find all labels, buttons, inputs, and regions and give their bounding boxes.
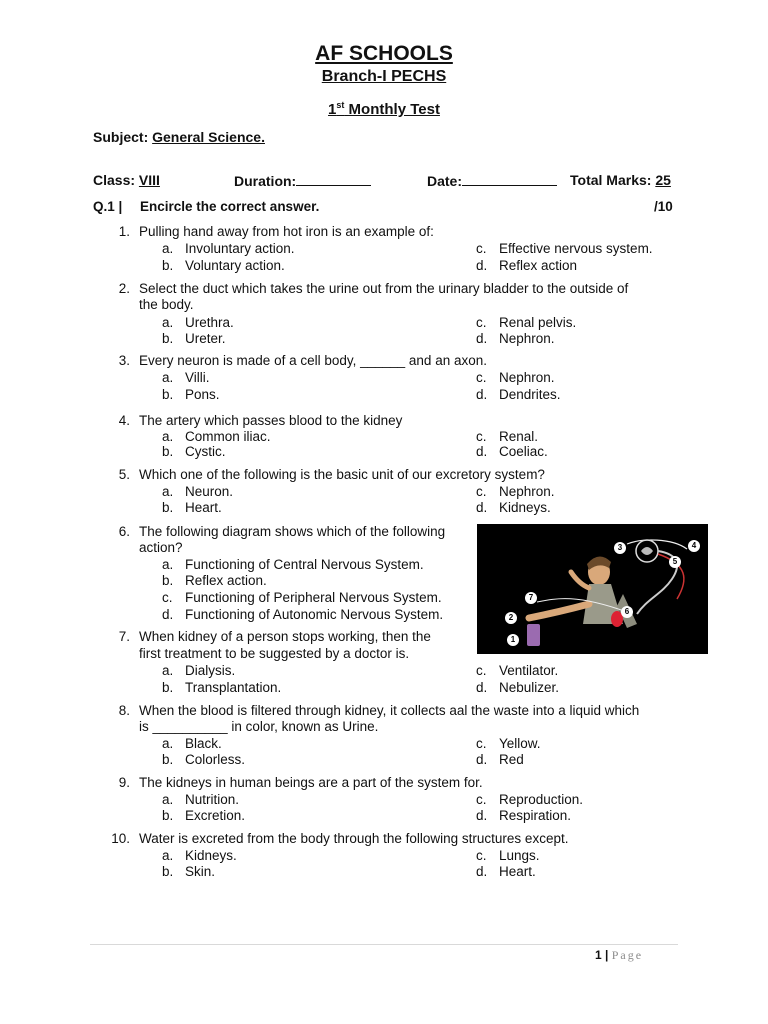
- page-number: 1: [595, 948, 602, 962]
- question-number: 2.: [118, 281, 130, 296]
- question-number: 6.: [118, 524, 130, 539]
- option-text: Reflex action: [499, 258, 578, 273]
- school-title: AF SCHOOLS: [315, 42, 453, 65]
- option-letter: c.: [476, 241, 487, 256]
- option-text: Pons.: [185, 387, 220, 402]
- option-letter: c.: [476, 848, 487, 863]
- test-ordinal-suffix: st: [336, 100, 345, 110]
- option-letter: c.: [476, 370, 487, 385]
- option-letter: a.: [162, 792, 174, 807]
- answer-option[interactable]: [476, 331, 555, 348]
- answer-option[interactable]: [476, 315, 576, 332]
- option-text: Dendrites.: [499, 387, 561, 402]
- answer-option[interactable]: [162, 864, 215, 881]
- option-text: Heart.: [185, 500, 222, 515]
- total-marks-label: Total Marks:: [570, 172, 652, 188]
- option-letter: a.: [162, 848, 174, 863]
- answer-option[interactable]: [162, 444, 226, 461]
- option-text: Nephron.: [499, 331, 555, 346]
- answer-option[interactable]: [476, 387, 561, 404]
- option-text: Colorless.: [185, 752, 246, 767]
- section-instruction: Encircle the correct answer.: [140, 199, 320, 214]
- answer-option[interactable]: [476, 258, 577, 275]
- section-marks: /10: [654, 199, 673, 214]
- question-text: The following diagram shows which of the following: [139, 524, 446, 539]
- option-letter: a.: [162, 663, 174, 678]
- class-value: VIII: [138, 172, 160, 188]
- class-field: [93, 172, 160, 188]
- option-text: Functioning of Peripheral Nervous System.: [185, 590, 442, 605]
- duration-field: [234, 172, 371, 189]
- option-letter: a.: [162, 429, 174, 444]
- option-text: Respiration.: [499, 808, 572, 823]
- answer-option[interactable]: [162, 752, 245, 769]
- option-text: Voluntary action.: [185, 258, 285, 273]
- option-letter: b.: [162, 752, 174, 767]
- question-number: 3.: [118, 353, 130, 368]
- question-number: 5.: [118, 467, 130, 482]
- question-number: 10.: [111, 831, 130, 846]
- duration-blank: [296, 172, 371, 186]
- option-text: Nutrition.: [185, 792, 240, 807]
- option-letter: a.: [162, 484, 174, 499]
- option-letter: c.: [476, 736, 487, 751]
- answer-option[interactable]: [476, 680, 559, 697]
- answer-option[interactable]: [162, 500, 222, 517]
- answer-option[interactable]: [476, 500, 551, 517]
- diagram-marker: 3: [614, 542, 626, 554]
- option-letter: b.: [162, 680, 174, 695]
- option-letter: a.: [162, 736, 174, 751]
- option-letter: a.: [162, 315, 174, 330]
- option-letter: d.: [162, 607, 174, 622]
- answer-option[interactable]: [476, 864, 536, 881]
- option-letter: c.: [476, 663, 487, 678]
- class-label: Class:: [93, 172, 136, 188]
- question-text: first treatment to be suggested by a doctor is.: [139, 646, 410, 661]
- answer-option[interactable]: [476, 241, 653, 258]
- option-letter: d.: [476, 680, 488, 695]
- question-number: 7.: [118, 629, 130, 644]
- option-letter: c.: [476, 792, 487, 807]
- option-letter: b.: [162, 808, 174, 823]
- duration-label: Duration:: [234, 173, 297, 189]
- option-letter: a.: [162, 557, 174, 572]
- subject-line: [93, 129, 265, 145]
- option-letter: b.: [162, 387, 174, 402]
- option-letter: d.: [476, 864, 488, 879]
- page-footer: [595, 948, 643, 963]
- option-text: Neuron.: [185, 484, 234, 499]
- answer-option[interactable]: [476, 736, 541, 753]
- test-title: [0, 100, 768, 118]
- option-letter: b.: [162, 500, 174, 515]
- option-text: Yellow.: [499, 736, 541, 751]
- answer-option[interactable]: [162, 590, 442, 607]
- option-letter: d.: [476, 500, 488, 515]
- footer-separator: |: [605, 948, 609, 962]
- option-text: Nebulizer.: [499, 680, 560, 695]
- answer-option[interactable]: [476, 808, 571, 825]
- answer-option[interactable]: [162, 557, 424, 574]
- answer-option[interactable]: [476, 444, 548, 461]
- question-text: the body.: [139, 297, 194, 312]
- total-marks-value: 25: [655, 172, 671, 188]
- answer-option[interactable]: [162, 315, 234, 332]
- question-number: 8.: [118, 703, 130, 718]
- option-text: Effective nervous system.: [499, 241, 653, 256]
- option-letter: c.: [476, 429, 487, 444]
- footer-divider: [90, 944, 678, 945]
- answer-option[interactable]: [162, 792, 239, 809]
- answer-option[interactable]: [162, 573, 267, 590]
- option-text: Nephron.: [499, 370, 555, 385]
- diagram-marker: 4: [688, 540, 700, 552]
- answer-option[interactable]: [162, 848, 237, 865]
- option-text: Villi.: [185, 370, 210, 385]
- answer-option[interactable]: [162, 258, 285, 275]
- total-marks-field: [570, 172, 671, 188]
- question-text: Pulling hand away from hot iron is an example of:: [139, 224, 434, 239]
- date-blank: [462, 172, 557, 186]
- option-text: Involuntary action.: [185, 241, 295, 256]
- option-text: Excretion.: [185, 808, 246, 823]
- answer-option[interactable]: [162, 387, 220, 404]
- question-text: action?: [139, 540, 183, 555]
- option-text: Ventilator.: [499, 663, 559, 678]
- option-text: Renal pelvis.: [499, 315, 577, 330]
- option-text: Kidneys.: [499, 500, 551, 515]
- option-letter: c.: [476, 484, 487, 499]
- option-text: Transplantation.: [185, 680, 282, 695]
- option-letter: d.: [476, 444, 488, 459]
- answer-option[interactable]: [476, 663, 558, 680]
- answer-option[interactable]: [162, 680, 281, 697]
- option-letter: c.: [162, 590, 173, 605]
- diagram-marker: 6: [621, 606, 633, 618]
- diagram-marker: 1: [507, 634, 519, 646]
- question-text: The kidneys in human beings are a part of the system for.: [139, 775, 483, 790]
- option-text: Lungs.: [499, 848, 540, 863]
- option-letter: b.: [162, 444, 174, 459]
- answer-option[interactable]: [162, 241, 295, 258]
- option-text: Heart.: [499, 864, 536, 879]
- option-letter: d.: [476, 752, 488, 767]
- option-text: Ureter.: [185, 331, 226, 346]
- answer-option[interactable]: [476, 792, 583, 809]
- branch-title: Branch-I PECHS: [321, 68, 447, 85]
- option-text: Nephron.: [499, 484, 555, 499]
- answer-option[interactable]: [476, 484, 555, 501]
- option-letter: b.: [162, 573, 174, 588]
- question-text: Water is excreted from the body through the following structures except.: [139, 831, 569, 846]
- option-letter: b.: [162, 864, 174, 879]
- question-number: 9.: [118, 775, 130, 790]
- option-text: Renal.: [499, 429, 539, 444]
- answer-option[interactable]: [162, 736, 222, 753]
- option-text: Cystic.: [185, 444, 226, 459]
- date-field: [427, 172, 557, 189]
- diagram-marker: 5: [669, 556, 681, 568]
- test-ordinal: 1: [328, 101, 337, 118]
- question-number: 1.: [118, 224, 130, 239]
- answer-option[interactable]: [162, 370, 210, 387]
- answer-option[interactable]: [162, 808, 245, 825]
- section-number: Q.1 |: [93, 199, 123, 214]
- option-text: Black.: [185, 736, 222, 751]
- question-text: is __________ in color, known as Urine.: [139, 719, 379, 734]
- option-letter: d.: [476, 331, 488, 346]
- subject-value: General Science.: [152, 129, 265, 145]
- option-text: Red: [499, 752, 524, 767]
- answer-option[interactable]: [162, 331, 226, 348]
- option-text: Coeliac.: [499, 444, 548, 459]
- option-letter: a.: [162, 241, 174, 256]
- question-text: When kidney of a person stops working, then the: [139, 629, 431, 644]
- answer-option[interactable]: [476, 848, 540, 865]
- option-text: Functioning of Autonomic Nervous System.: [185, 607, 444, 622]
- question-text: Select the duct which takes the urine out from the urinary bladder to the outside of: [139, 281, 629, 296]
- option-letter: a.: [162, 370, 174, 385]
- answer-option[interactable]: [162, 607, 443, 624]
- question-text: Which one of the following is the basic unit of our excretory system?: [139, 467, 545, 482]
- option-text: Skin.: [185, 864, 216, 879]
- reflex-action-diagram: [477, 524, 708, 654]
- page-word: Page: [611, 948, 644, 962]
- option-text: Common iliac.: [185, 429, 271, 444]
- answer-option[interactable]: [162, 484, 233, 501]
- option-text: Dialysis.: [185, 663, 236, 678]
- option-text: Functioning of Central Nervous System.: [185, 557, 424, 572]
- answer-option[interactable]: [162, 663, 235, 680]
- diagram-marker: 2: [505, 612, 517, 624]
- option-letter: b.: [162, 258, 174, 273]
- diagram-marker: 7: [525, 592, 537, 604]
- option-text: Reproduction.: [499, 792, 584, 807]
- question-text: The artery which passes blood to the kidney: [139, 413, 403, 428]
- answer-option[interactable]: [476, 752, 524, 769]
- question-text: When the blood is filtered through kidney, it collects aal the waste into a liquid which: [139, 703, 640, 718]
- option-text: Kidneys.: [185, 848, 237, 863]
- answer-option[interactable]: [476, 370, 555, 387]
- option-text: Reflex action.: [185, 573, 267, 588]
- option-letter: b.: [162, 331, 174, 346]
- date-label: Date:: [427, 173, 463, 189]
- test-name: Monthly Test: [344, 101, 440, 118]
- option-letter: d.: [476, 387, 488, 402]
- option-letter: d.: [476, 258, 488, 273]
- option-letter: d.: [476, 808, 488, 823]
- question-number: 4.: [118, 413, 130, 428]
- option-text: Urethra.: [185, 315, 234, 330]
- question-text: Every neuron is made of a cell body, ______ and an axon.: [139, 353, 487, 368]
- subject-label: Subject:: [93, 129, 149, 145]
- option-letter: c.: [476, 315, 487, 330]
